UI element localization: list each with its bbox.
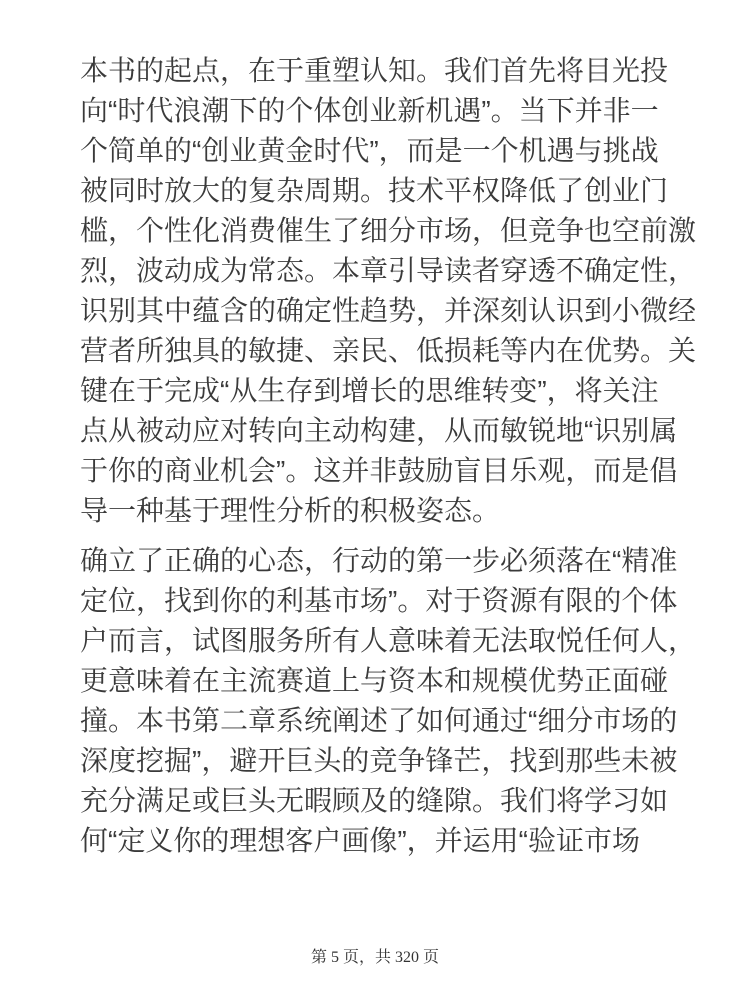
text-line: 个简单的“创业黄金时代”，而是一个机遇与挑战	[80, 135, 659, 166]
paragraph-2	[80, 541, 697, 861]
text-line: 营者所独具的敏捷、亲民、低损耗等内在优势。关	[80, 335, 697, 366]
text-line: 槛，个性化消费催生了细分市场，但竞争也空前激	[80, 215, 697, 246]
page-number-footer: 第 5 页，共 320 页	[310, 949, 439, 966]
text-line: 导一种基于理性分析的积极姿态。	[80, 495, 501, 526]
text-line: 户而言，试图服务所有人意味着无法取悦任何人，	[80, 625, 697, 656]
text-line: 被同时放大的复杂周期。技术平权降低了创业门	[80, 175, 669, 206]
text-line: 烈，波动成为常态。本章引导读者穿透不确定性，	[80, 255, 697, 286]
text-line: 点从被动应对转向主动构建，从而敏锐地“识别属	[80, 415, 678, 446]
paragraph-1	[80, 51, 697, 531]
text-line: 于你的商业机会”。这并非鼓励盲目乐观，而是倡	[80, 455, 678, 486]
text-line: 确立了正确的心态，行动的第一步必须落在“精准	[80, 545, 678, 576]
text-line: 撞。本书第二章系统阐述了如何通过“细分市场的	[80, 705, 678, 736]
text-line: 本书的起点，在于重塑认知。我们首先将目光投	[80, 55, 669, 86]
text-line: 何“定义你的理想客户画像”，并运用“验证市场	[80, 825, 640, 856]
text-line: 向“时代浪潮下的个体创业新机遇”。当下并非一	[80, 95, 659, 126]
text-line: 更意味着在主流赛道上与资本和规模优势正面碰	[80, 665, 669, 696]
text-line: 深度挖掘”，避开巨头的竞争锋芒，找到那些未被	[80, 745, 678, 776]
text-line: 识别其中蕴含的确定性趋势，并深刻认识到小微经	[80, 295, 697, 326]
page-text-block	[80, 51, 697, 871]
text-line: 键在于完成“从生存到增长的思维转变”，将关注	[80, 375, 659, 406]
text-line: 定位，找到你的利基市场”。对于资源有限的个体	[80, 585, 678, 616]
text-line: 充分满足或巨头无暇顾及的缝隙。我们将学习如	[80, 785, 669, 816]
